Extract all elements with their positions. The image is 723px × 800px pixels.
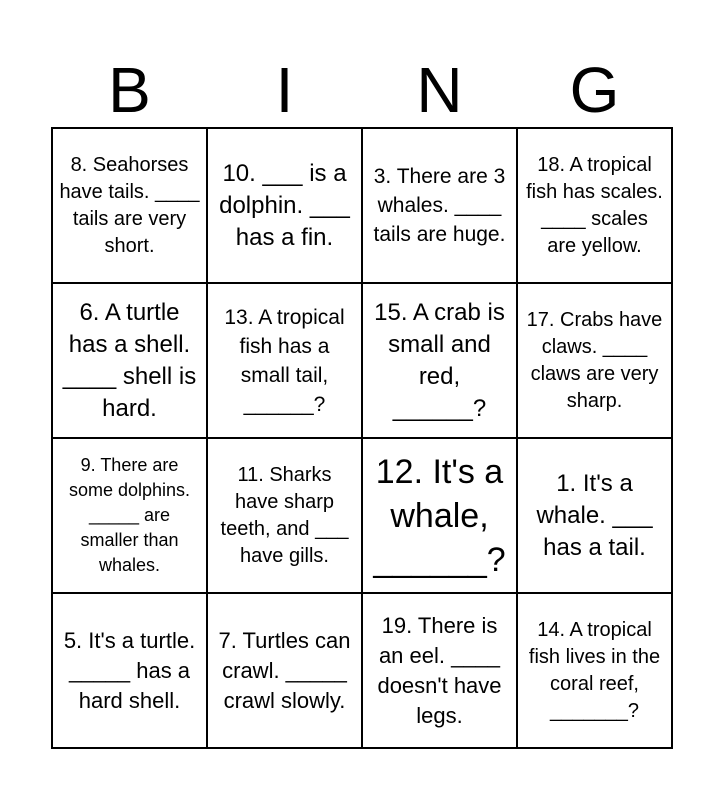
header-letter-b: B bbox=[108, 54, 151, 126]
cell-text: 17. Crabs have claws. ____ claws are very sharp. bbox=[526, 308, 663, 412]
cell-text: 8. Seahorses have tails. ____ tails are very short. bbox=[59, 153, 200, 257]
cell-text: 18. A tropical fish has scales. ____ scales are yellow. bbox=[526, 153, 663, 257]
header-letter-i: I bbox=[275, 54, 294, 126]
cell-text: 9. There are some dolphins. _____ are smaller than whales. bbox=[68, 455, 191, 575]
cell-text: 19. There is an eel. ____ doesn't have legs. bbox=[377, 612, 502, 728]
header-letter-g: G bbox=[569, 54, 620, 126]
cell-text: 12. It's a whale, ______? bbox=[373, 452, 506, 579]
bingo-cell-r3-c2[interactable] bbox=[208, 439, 363, 594]
bingo-cell-r4-c4[interactable] bbox=[518, 594, 673, 749]
bingo-cell-r3-c1[interactable] bbox=[53, 439, 208, 594]
cell-text: 5. It's a turtle. _____ has a hard shell. bbox=[63, 627, 196, 713]
bingo-cell-r1-c1[interactable] bbox=[53, 129, 208, 284]
bingo-cell-r3-c3[interactable] bbox=[363, 439, 518, 594]
bingo-cell-r3-c4[interactable] bbox=[518, 439, 673, 594]
cell-text: 6. A turtle has a shell. ____ shell is hard. bbox=[62, 298, 197, 422]
cell-text: 1. It's a whale. ___ has a tail. bbox=[536, 469, 653, 561]
bingo-cell-r1-c2[interactable] bbox=[208, 129, 363, 284]
bingo-cell-r2-c1[interactable] bbox=[53, 284, 208, 439]
bingo-cell-r2-c4[interactable] bbox=[518, 284, 673, 439]
bingo-cell-r2-c3[interactable] bbox=[363, 284, 518, 439]
bingo-cell-r4-c3[interactable] bbox=[363, 594, 518, 749]
bingo-cell-r4-c2[interactable] bbox=[208, 594, 363, 749]
bingo-cell-r1-c3[interactable] bbox=[363, 129, 518, 284]
cell-text: 14. A tropical fish lives in the coral reef, _______? bbox=[528, 618, 661, 722]
header-letter-n: N bbox=[416, 54, 463, 126]
cell-text: 3. There are 3 whales. ____ tails are huge. bbox=[373, 165, 506, 246]
cell-text: 15. A crab is small and red, ______? bbox=[374, 298, 505, 422]
cell-text: 11. Sharks have sharp teeth, and ___ have gills. bbox=[220, 463, 349, 567]
cell-text: 7. Turtles can crawl. _____ crawl slowly. bbox=[218, 627, 351, 713]
cell-text: 13. A tropical fish has a small tail, ______? bbox=[224, 305, 345, 416]
bingo-cell-r1-c4[interactable] bbox=[518, 129, 673, 284]
bingo-cell-r4-c1[interactable] bbox=[53, 594, 208, 749]
bingo-header bbox=[52, 52, 672, 128]
cell-text: 10. ___ is a dolphin. ___ has a fin. bbox=[219, 159, 350, 251]
bingo-cell-r2-c2[interactable] bbox=[208, 284, 363, 439]
bingo-grid bbox=[51, 127, 673, 749]
